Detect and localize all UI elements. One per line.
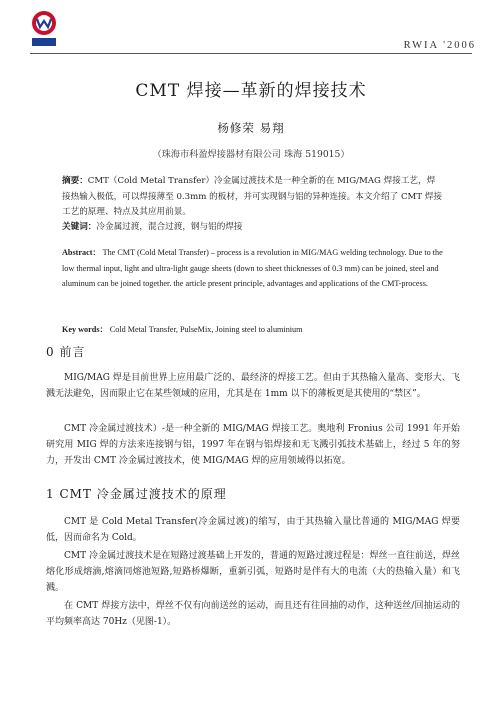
section-heading: 1 CMT 冷金属过渡技术的原理	[46, 487, 227, 501]
keywords	[62, 220, 442, 236]
paper-title: CMT 焊接—革新的焊接技术	[135, 81, 367, 101]
rwia-logo	[30, 10, 58, 48]
english-abstract-label: Abstract：	[62, 248, 101, 257]
section-heading: 0 前言	[46, 345, 86, 359]
abstract-text: CMT（Cold Metal Transfer）冷金属过渡技术是一种全新的在 MIG/MAG 焊接工艺，焊接热输入极低，可以焊接薄至 0.3mm 的板材，并可实现钢与铝的异种连接。本文介绍了 CMT 焊接工艺的原理、特点及其应用前景。	[62, 176, 442, 217]
keywords-text: 冷金属过渡，混合过渡，钢与铝的焊接	[96, 222, 243, 232]
affiliation: （珠海市科盈焊接器材有限公司 珠海 519015）	[152, 149, 350, 160]
header-divider	[30, 53, 472, 54]
section-paragraph: CMT 冷金属过渡技术是在短路过渡基础上开发的，普通的短路过渡过程是：焊丝一直往前送，焊丝熔化形成熔滴,熔滴同熔池短路,短路桥爆断，重新引弧，短路时是伴有大的电流（大的热输入量）和飞溅。	[46, 551, 460, 593]
journal-ref: RWIA '2006	[403, 40, 476, 51]
authors: 杨修荣 易翔	[217, 121, 285, 135]
abstract	[62, 174, 442, 221]
section-paragraph: CMT 是 Cold Metal Transfer(冷金属过渡)的缩写，由于其热输入量比普通的 MIG/MAG 焊要低，因而命名为 Cold。	[46, 517, 460, 543]
section-paragraph: 在 CMT 焊接方法中，焊丝不仅有向前送丝的运动，而且还有往回抽的动作，这种送丝/回抽运动的平均频率高达 70Hz（见图-1）。	[46, 601, 460, 627]
english-keywords-label: Key words：	[62, 325, 108, 334]
english-keywords	[62, 322, 446, 338]
english-keywords-text: Cold Metal Transfer, PulseMix, Joining steel to aluminium	[109, 325, 303, 334]
abstract-label: 摘要：	[62, 176, 88, 186]
keywords-label: 关键词：	[62, 222, 97, 232]
english-abstract	[62, 245, 446, 292]
section-paragraph: CMT 冷金属过渡技术）-是一种全新的 MIG/MAG 焊接工艺。奥地利 Fronius 公司 1991 年开始研究用 MIG 焊的方法来连接钢与铝，1997 年在钢与铝焊接和无飞溅引弧技术基础上，经过 5 年的努力，开发出 CMT 冷金属过渡技术，使 MIG/MAG 焊的应用领域得以拓宽。	[46, 424, 460, 466]
section-paragraph: MIG/MAG 焊是目前世界上应用最广泛的、最经济的焊接工艺。但由于其热输入量高、变形大、飞溅无法避免，因而限止它在某些领域的应用，尤其是在 1mm 以下的薄板更是其使用的“禁区”。	[46, 373, 460, 399]
english-abstract-text: The CMT (Cold Metal Transfer) – process is a revolution in MIG/MAG welding technology. Due to the low thermal input, light and ultra-light gauge sheets (down to sheet thicknesses of 0.3 mm) can be joined, steel and aluminum can be joined together. the article present principle, advantages and applications of the CMT-process.	[62, 248, 443, 288]
